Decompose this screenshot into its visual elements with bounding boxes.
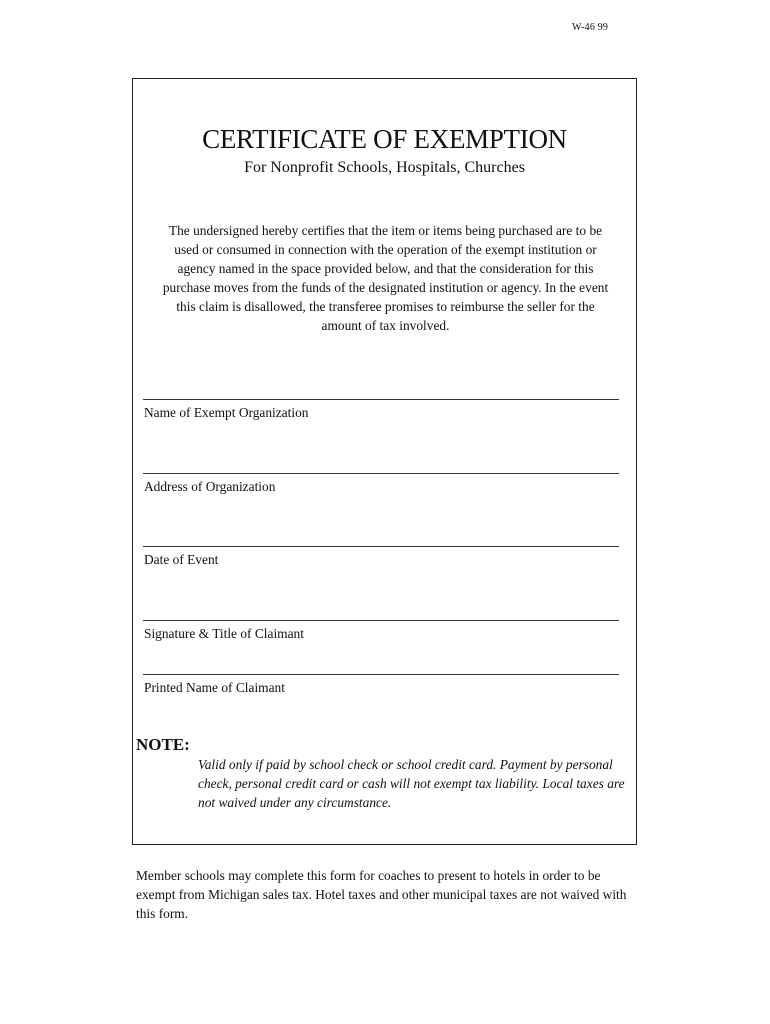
- field-date-of-event[interactable]: [143, 546, 619, 569]
- signature-line: [143, 399, 619, 400]
- footer-instructions: Member schools may complete this form for coaches to present to hotels in order to be exempt from Michigan sales tax. Hotel taxes and other municipal taxes are not waived with this form.: [136, 868, 627, 921]
- signature-line: [143, 620, 619, 621]
- certificate-subtitle: For Nonprofit Schools, Hospitals, Churches: [244, 159, 525, 176]
- field-signature-title[interactable]: [143, 620, 619, 643]
- note-heading: NOTE:: [136, 735, 190, 754]
- certificate-box: [132, 78, 637, 845]
- field-label: Signature & Title of Claimant: [144, 626, 304, 641]
- signature-line: [143, 473, 619, 474]
- field-label: Address of Organization: [144, 479, 276, 494]
- field-label: Date of Event: [144, 552, 219, 567]
- field-printed-name[interactable]: [143, 674, 619, 697]
- field-label: Name of Exempt Organization: [144, 405, 309, 420]
- note-text: Valid only if paid by school check or school credit card. Payment by personal check, personal credit card or cash will not exempt tax liability. Local taxes are not waived under any circumstance.: [198, 757, 625, 810]
- field-exempt-organization-name[interactable]: [143, 399, 619, 422]
- certification-statement: The undersigned hereby certifies that the item or items being purchased are to be used or consumed in connection with the operation of the exempt institution or agency named in the space provided below, and that the consideration for this purchase moves from the funds of the designated institution or agency. In the event this claim is disallowed, the transferee promises to reimburse the seller for the amount of tax involved.: [162, 223, 609, 333]
- signature-line: [143, 674, 619, 675]
- field-label: Printed Name of Claimant: [144, 680, 285, 695]
- signature-line: [143, 546, 619, 547]
- certificate-title: CERTIFICATE OF EXEMPTION: [202, 124, 567, 154]
- field-organization-address[interactable]: [143, 473, 619, 496]
- form-code: W-46 99: [572, 22, 609, 33]
